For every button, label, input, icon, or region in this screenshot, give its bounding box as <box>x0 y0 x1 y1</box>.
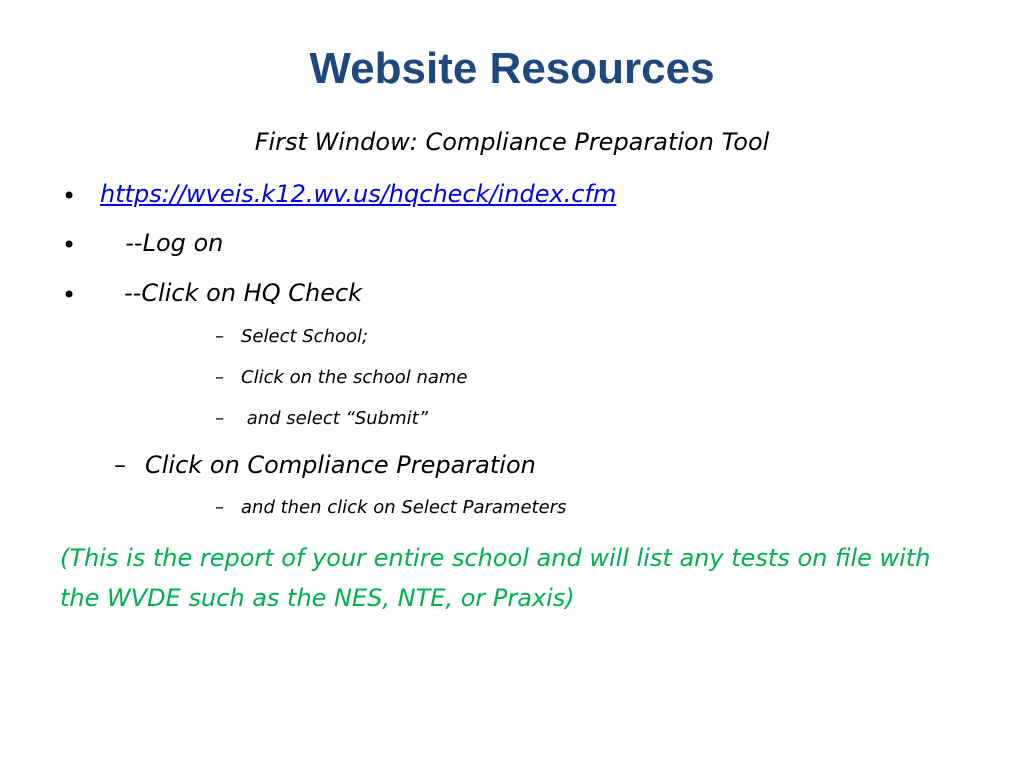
slide-subtitle: First Window: Compliance Preparation Tool <box>254 128 770 156</box>
sub-item-submit: and select “Submit” <box>241 408 429 429</box>
report-note: (This is the report of your entire school and will list any tests on file with the WVDE such as the NES, NTE, or Praxis) <box>60 544 931 612</box>
bullet-hq-check: --Click on HQ Check <box>124 279 363 307</box>
sub-item-select-parameters: and then click on Select Parameters <box>241 497 567 518</box>
item-compliance-preparation: Click on Compliance Preparation <box>145 451 536 479</box>
bullet-marker: • <box>62 231 77 259</box>
sub-item-dash: – <box>215 367 224 388</box>
bullet-marker: • <box>62 182 77 210</box>
sub-item-dash: – <box>215 497 224 518</box>
bullet-marker: • <box>62 281 77 309</box>
item-dash: – <box>114 451 126 479</box>
sub-item-select-school: Select School; <box>241 326 369 347</box>
sub-item-dash: – <box>215 326 224 347</box>
hqcheck-link[interactable]: https://wveis.k12.wv.us/hqcheck/index.cfm <box>100 180 617 208</box>
sub-item-dash: – <box>215 408 224 429</box>
bullet-log-on: --Log on <box>110 229 224 257</box>
sub-item-school-name: Click on the school name <box>241 367 468 388</box>
slide-title: Website Resources <box>309 44 715 93</box>
